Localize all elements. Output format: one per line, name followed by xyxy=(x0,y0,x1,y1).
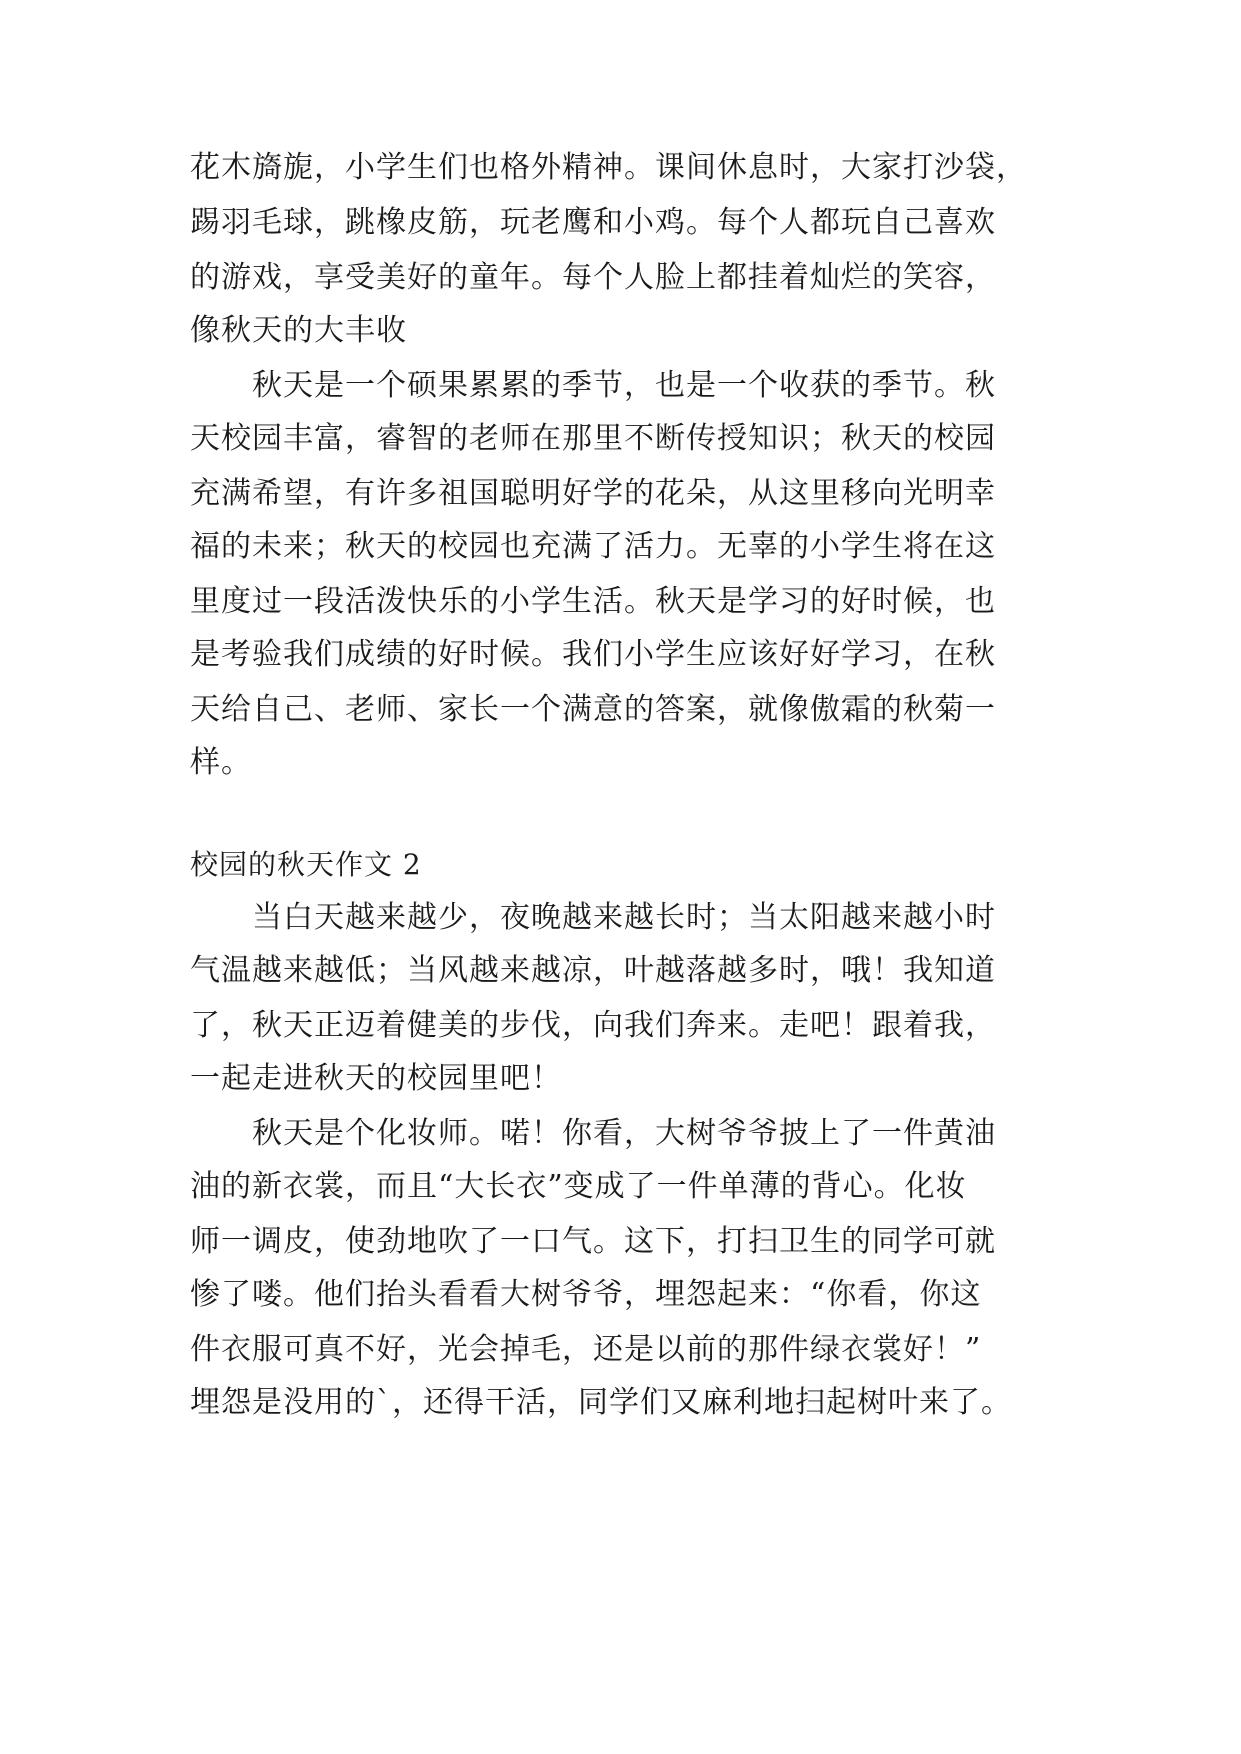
text-line: 里度过一段活泼快乐的小学生活。秋天是学习的好时候，也 xyxy=(190,584,996,619)
text-line: 样。 xyxy=(190,745,252,780)
text-line: 的游戏，享受美好的童年。每个人脸上都挂着灿烂的笑容， xyxy=(190,260,996,295)
text-line: 福的未来；秋天的校园也充满了活力。无辜的小学生将在这 xyxy=(190,529,996,564)
text-line: 天校园丰富，睿智的老师在那里不断传授知识；秋天的校园 xyxy=(190,421,996,456)
paragraph-start-line: 秋天是一个硕果累累的季节，也是一个收获的季节。秋 xyxy=(190,368,996,403)
paragraph-start-line: 当白天越来越少，夜晚越来越长时；当太阳越来越小时 xyxy=(190,900,996,935)
text-line: 件衣服可真不好，光会掉毛，还是以前的那件绿衣裳好！” xyxy=(190,1332,982,1367)
text-line: 充满希望，有许多祖国聪明好学的花朵，从这里移向光明幸 xyxy=(190,476,996,511)
paragraph-start-line: 秋天是个化妆师。喏！你看，大树爷爷披上了一件黄油 xyxy=(190,1116,996,1151)
text-line: 像秋天的大丰收 xyxy=(190,313,407,348)
text-line: 一起走进秋天的校园里吧！ xyxy=(190,1061,562,1096)
text-line: 油的新衣裳，而且“大长衣”变成了一件单薄的背心。化妆 xyxy=(190,1169,967,1204)
section-heading: 校园的秋天作文 2 xyxy=(190,848,422,881)
text-line: 花木旖旎，小学生们也格外精神。课间休息时，大家打沙袋， xyxy=(190,150,1027,185)
text-line: 埋怨是没用的`，还得干活，同学们又麻利地扫起树叶来了。 xyxy=(190,1385,1012,1420)
text-line: 天给自己、老师、家长一个满意的答案，就像傲霜的秋菊一 xyxy=(190,692,996,727)
text-line: 师一调皮，使劲地吹了一口气。这下，打扫卫生的同学可就 xyxy=(190,1224,996,1259)
text-line: 惨了喽。他们抬头看看大树爷爷，埋怨起来：“你看，你这 xyxy=(190,1277,982,1312)
text-line: 是考验我们成绩的好时候。我们小学生应该好好学习，在秋 xyxy=(190,637,996,672)
text-line: 了，秋天正迈着健美的步伐，向我们奔来。走吧！跟着我， xyxy=(190,1008,996,1043)
text-line: 踢羽毛球，跳橡皮筋，玩老鹰和小鸡。每个人都玩自己喜欢 xyxy=(190,205,996,240)
text-line: 气温越来越低；当风越来越凉，叶越落越多时，哦！我知道 xyxy=(190,953,996,988)
